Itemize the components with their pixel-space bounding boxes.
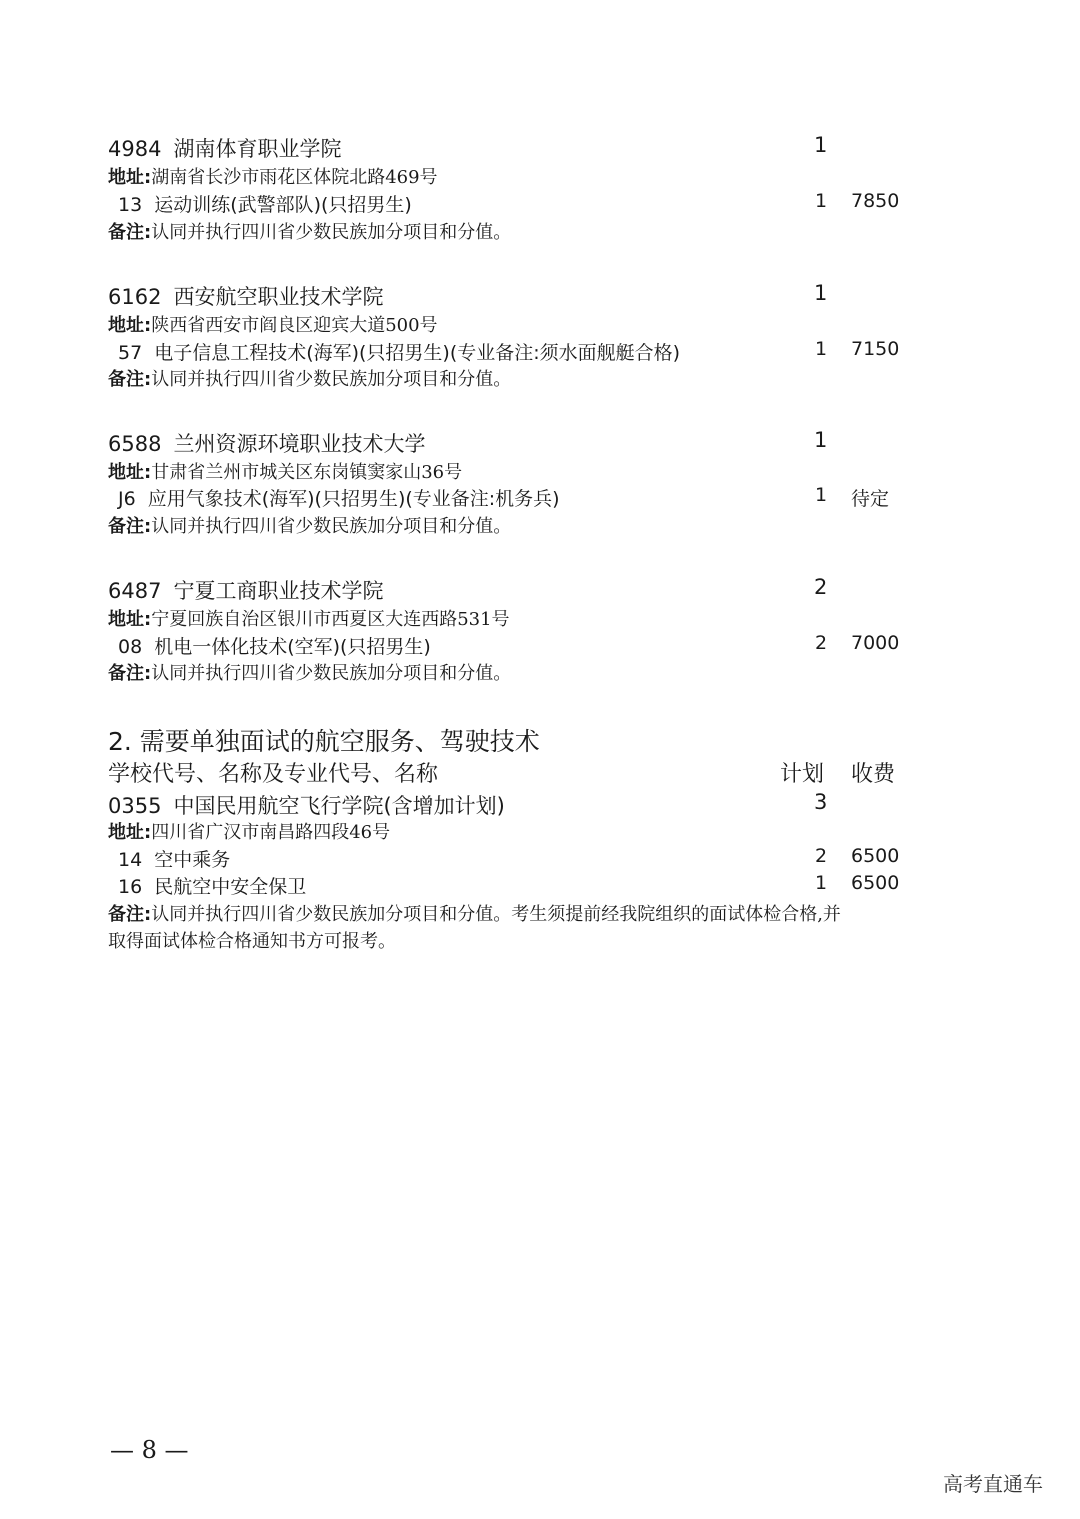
school-name: 宁夏工商职业技术学院: [173, 579, 384, 603]
major-row: [118, 190, 412, 217]
school-address: [108, 458, 462, 484]
column-header-plan: 计划: [780, 762, 825, 787]
school-name: 湖南体育职业学院: [173, 137, 342, 161]
school-plan: 2: [814, 575, 828, 599]
school-code: 6487: [108, 579, 162, 603]
major-plan: 1: [815, 484, 828, 506]
section-title: 2. 需要单独面试的航空服务、驾驶技术: [108, 727, 540, 756]
school-code: 6162: [108, 285, 162, 309]
address-text: 陕西省西安市阎良区迎宾大道500号: [151, 315, 438, 336]
school-name: 兰州资源环境职业技术大学: [173, 432, 426, 456]
major-name: 空中乘务: [154, 849, 231, 871]
major-code: 57: [118, 342, 143, 364]
major-plan: 2: [815, 632, 828, 654]
major-name: 机电一体化技术(空军)(只招男生): [154, 636, 431, 658]
school-heading: [108, 133, 341, 163]
school-plan: 3: [814, 790, 828, 814]
column-header-name: 学校代号、名称及专业代号、名称: [108, 762, 439, 787]
school-code: 0355: [108, 794, 162, 818]
address-text: 四川省广汉市南昌路四段46号: [151, 822, 391, 843]
major-row: [118, 484, 560, 511]
address-label: 地址:: [108, 462, 152, 483]
school-heading: [108, 428, 425, 458]
major-row: [118, 872, 306, 899]
school-heading: [108, 575, 383, 605]
address-label: 地址:: [108, 822, 152, 843]
major-fee: 7150: [851, 338, 900, 360]
note-label: 备注:: [108, 222, 152, 243]
major-fee: 7000: [851, 632, 900, 654]
note-label: 备注:: [108, 516, 152, 537]
address-label: 地址:: [108, 315, 152, 336]
major-plan: 1: [815, 190, 828, 212]
school-note-continuation: 取得面试体检合格通知书方可报考。: [108, 931, 396, 952]
major-code: 14: [118, 849, 143, 871]
school-note: [108, 512, 511, 538]
major-plan: 2: [815, 845, 828, 867]
school-address: [108, 818, 390, 844]
major-name: 电子信息工程技术(海军)(只招男生)(专业备注:须水面舰艇合格): [154, 342, 681, 364]
column-header-fee: 收费: [851, 762, 896, 787]
major-plan: 1: [815, 872, 828, 894]
school-heading: [108, 790, 505, 820]
school-note: [108, 659, 511, 685]
major-fee: 6500: [851, 872, 900, 894]
note-label: 备注:: [108, 369, 152, 390]
major-fee: 6500: [851, 845, 900, 867]
school-plan: 1: [814, 281, 828, 305]
note-text: 认同并执行四川省少数民族加分项目和分值。: [151, 663, 512, 684]
note-text: 认同并执行四川省少数民族加分项目和分值。: [151, 516, 512, 537]
major-row: [118, 845, 230, 872]
major-code: 13: [118, 194, 143, 216]
address-label: 地址:: [108, 167, 152, 188]
school-note: [108, 365, 511, 391]
address-text: 湖南省长沙市雨花区体院北路469号: [151, 167, 438, 188]
watermark: 高考直通车: [943, 1472, 1043, 1496]
note-text: 认同并执行四川省少数民族加分项目和分值。考生须提前经我院组织的面试体检合格,并: [151, 904, 841, 925]
note-label: 备注:: [108, 663, 152, 684]
major-fee: 7850: [851, 190, 900, 212]
note-text: 认同并执行四川省少数民族加分项目和分值。: [151, 369, 512, 390]
major-code: J6: [118, 488, 136, 510]
school-note: [108, 218, 511, 244]
address-label: 地址:: [108, 609, 152, 630]
school-address: [108, 605, 510, 631]
page-number: — 8 —: [110, 1436, 189, 1464]
major-row: [118, 338, 680, 365]
major-code: 16: [118, 876, 143, 898]
school-heading: [108, 281, 383, 311]
school-address: [108, 163, 438, 189]
school-code: 4984: [108, 137, 162, 161]
school-code: 6588: [108, 432, 162, 456]
address-text: 甘肃省兰州市城关区东岗镇窦家山36号: [151, 462, 463, 483]
school-plan: 1: [814, 428, 828, 452]
school-name: 西安航空职业技术学院: [173, 285, 384, 309]
address-text: 宁夏回族自治区银川市西夏区大连西路531号: [151, 609, 510, 630]
major-fee: 待定: [851, 488, 890, 510]
school-name: 中国民用航空飞行学院(含增加计划): [173, 794, 505, 818]
school-plan: 1: [814, 133, 828, 157]
note-text: 认同并执行四川省少数民族加分项目和分值。: [151, 222, 512, 243]
major-name: 民航空中安全保卫: [154, 876, 307, 898]
school-note: [108, 900, 841, 926]
major-row: [118, 632, 431, 659]
school-address: [108, 311, 438, 337]
major-code: 08: [118, 636, 143, 658]
note-label: 备注:: [108, 904, 152, 925]
major-plan: 1: [815, 338, 828, 360]
major-name: 运动训练(武警部队)(只招男生): [154, 194, 412, 216]
major-name: 应用气象技术(海军)(只招男生)(专业备注:机务兵): [147, 488, 560, 510]
